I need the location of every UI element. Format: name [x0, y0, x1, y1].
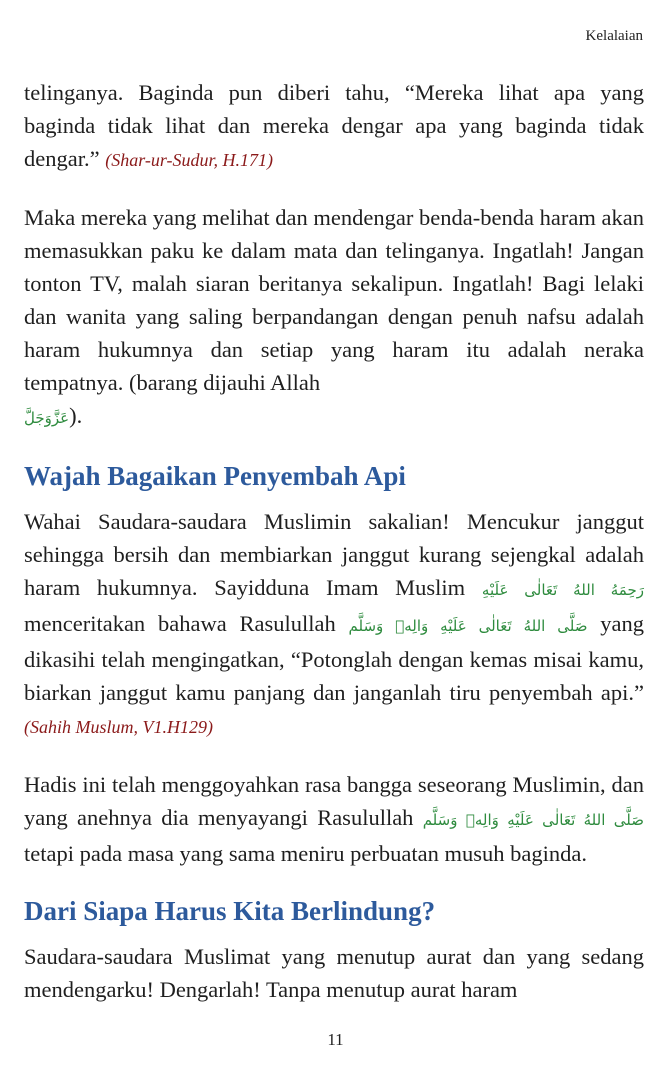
arabic-honorific-salawat-2: صَلَّى اللهُ تَعَالٰى عَلَيْهِ وَالِهٖ وَسَلَّم — [422, 811, 644, 829]
section-heading-wajah: Wajah Bagaikan Penyembah Api — [24, 461, 406, 491]
arabic-honorific-azza-wajalla: عَزَّوَجَلَّ — [24, 409, 70, 427]
paragraph-2-text: Maka mereka yang melihat dan mendengar benda-benda haram akan memasukkan paku ke dalam mata dan telinganya. Ingatlah! Jangan tonton TV, malah siaran beritanya sekalipun. Ingatlah! Bagi lelaki dan wanita yang saling berpandangan dengan penuh nafsu adalah haram hukumnya dan setiap yang haram itu adalah neraka tempatnya. (barang dijauhi Allah — [24, 205, 644, 395]
paragraph-1 — [24, 76, 644, 177]
citation-sahih-muslim: (Sahih Muslum, V1.H129) — [24, 717, 213, 737]
paragraph-5-text: Saudara-saudara Muslimat yang menutup aurat dan yang sedang mendengarku! Dengarlah! Tanpa menutup aurat haram — [24, 944, 644, 1002]
paragraph-3-text-1: Wahai Saudara-saudara Muslimin sakalian! Mencukur janggut sehingga bersih dan membiarkan janggut kurang sejengkal adalah haram hukumnya. Sayidduna Imam Muslim — [24, 509, 644, 600]
page-number: 11 — [327, 1030, 344, 1049]
paragraph-2 — [24, 201, 644, 435]
paragraph-5 — [24, 940, 644, 1006]
paragraph-3 — [24, 505, 644, 744]
running-header: Kelalaian — [585, 28, 643, 44]
arabic-honorific-salawat: صَلَّى اللهُ تَعَالٰى عَلَيْهِ وَالِهٖ وَسَلَّم — [348, 617, 588, 635]
paragraph-4 — [24, 768, 644, 870]
page-body — [24, 76, 644, 1030]
paragraph-2-end: ). — [69, 403, 83, 428]
paragraph-3-text-3: yang dikasihi telah mengingatkan, “Potonglah dengan kemas misai kamu, biarkan janggut kamu panjang dan janganlah tiru penyembah api.” — [24, 611, 645, 705]
paragraph-1-text: telinganya. Baginda pun diberi tahu, “Mereka lihat apa yang baginda tidak lihat dan mereka dengar apa yang baginda tidak dengar.” — [24, 80, 644, 171]
citation-shar-ur-sudur: (Shar-ur-Sudur, H.171) — [105, 150, 273, 170]
paragraph-4-text-1: Hadis ini telah menggoyahkan rasa bangga seseorang Muslimin, dan yang anehnya dia menyayangi Rasulullah — [24, 772, 644, 830]
paragraph-3-text-2: menceritakan bahawa Rasulullah — [24, 611, 336, 636]
arabic-honorific-imam-muslim: رَحِمَهُ اللهُ تَعَالٰى عَلَيْهِ — [481, 581, 644, 599]
paragraph-4-text-2: tetapi pada masa yang sama meniru perbuatan musuh baginda. — [24, 841, 587, 866]
section-heading-berlindung: Dari Siapa Harus Kita Berlindung? — [24, 896, 436, 926]
